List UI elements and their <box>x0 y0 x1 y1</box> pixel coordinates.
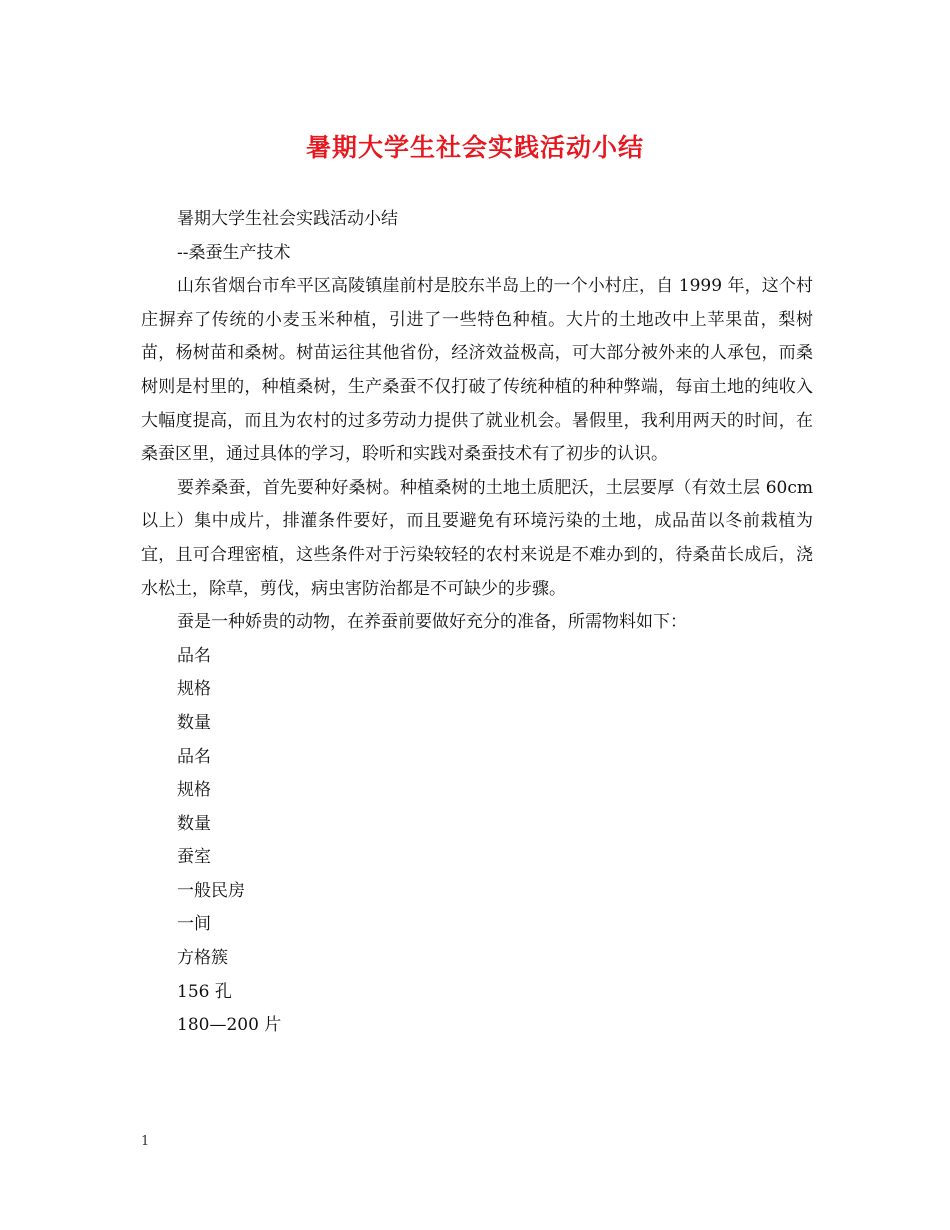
page-number: 1 <box>141 1134 150 1149</box>
list-item: 一般民房 <box>177 880 245 901</box>
topic-line: --桑蚕生产技术 <box>177 242 291 263</box>
page-title: 暑期大学生社会实践活动小结 <box>305 133 644 162</box>
list-item: 方格簇 <box>177 948 228 969</box>
list-item: 数量 <box>177 813 211 834</box>
paragraph-mulberry: 要养桑蚕，首先要种好桑树。种植桑树的土地土质肥沃，土层要厚（有效土层 60cm 以上）集中成片，排灌条件要好，而且要避免有环境污染的土地，成品苗以冬前栽植为宜，且可合理密植，这些条件对于污染较轻的农村来说是不难办到的，待桑苗长成后，浇水松土，除草，剪伐，病虫害防治都是不可缺少的步骤。 <box>141 477 813 599</box>
list-item: 品名 <box>177 746 211 767</box>
paragraph-materials: 蚕是一种娇贵的动物，在养蚕前要做好充分的准备，所需物料如下： <box>177 612 687 633</box>
list-item: 蚕室 <box>177 847 211 868</box>
list-item: 180—200 片 <box>177 1015 282 1036</box>
list-item: 规格 <box>177 679 211 700</box>
subtitle-line: 暑期大学生社会实践活动小结 <box>177 209 398 229</box>
paragraph-intro: 山东省烟台市牟平区高陵镇崖前村是胶东半岛上的一个小村庄，自 1999 年，这个村庄摒弃了传统的小麦玉米种植，引进了一些特色种植。大片的土地改中上苹果苗，梨树苗，杨树苗和桑树。树苗运往其他省份，经济效益极高，可大部分被外来的人承包，而桑树则是村里的，种植桑树，生产桑蚕不仅打破了传统种植的种种弊端，每亩土地的纯收入大幅度提高，而且为农村的过多劳动力提供了就业机会。暑假里，我利用两天的时间，在桑蚕区里，通过具体的学习，聆听和实践对桑蚕技术有了初步的认识。 <box>141 276 813 465</box>
list-item: 数量 <box>177 712 211 733</box>
list-item: 一间 <box>177 914 211 935</box>
materials-list <box>141 640 813 1043</box>
list-item: 品名 <box>177 645 211 666</box>
list-item: 规格 <box>177 780 211 801</box>
document-body <box>141 203 813 1043</box>
list-item: 156 孔 <box>177 981 232 1002</box>
